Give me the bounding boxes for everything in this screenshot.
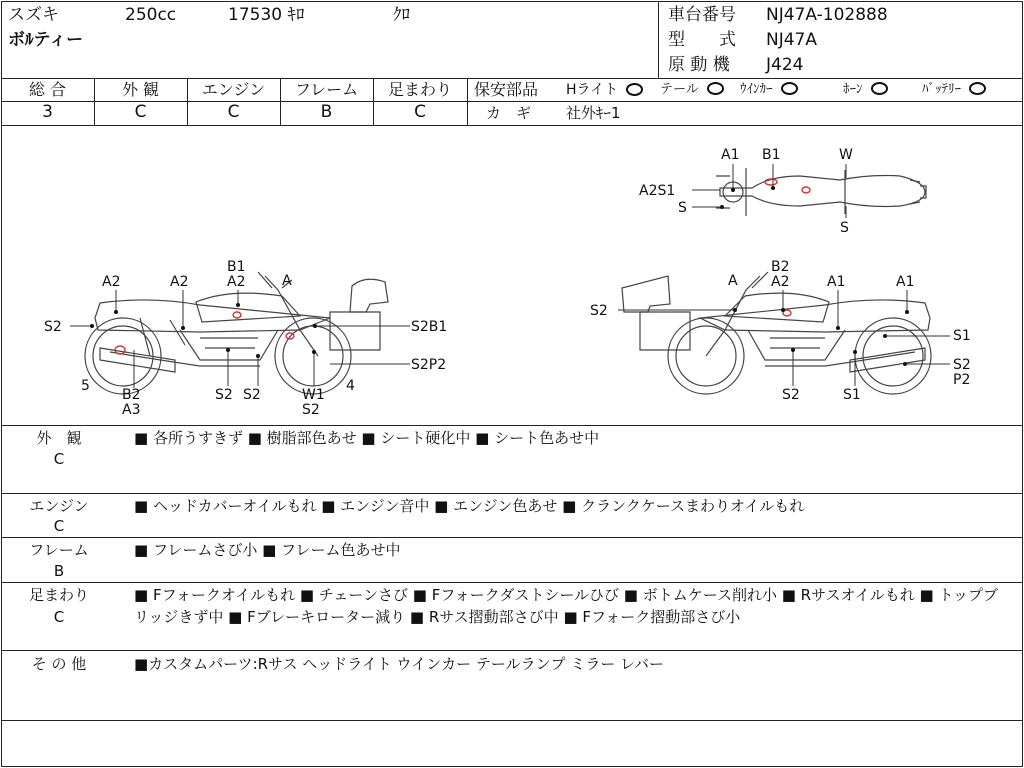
remark-label: エンジン xyxy=(29,497,89,515)
grade-frame-value: B xyxy=(320,102,333,122)
remark-grade: C xyxy=(53,517,65,535)
diagram-label: A2 xyxy=(170,274,189,290)
diagram-label: A2 xyxy=(102,274,121,290)
diagram-label: A3 xyxy=(122,402,141,418)
key-label: カ ギ xyxy=(486,104,532,122)
grade-overall-value: 3 xyxy=(42,102,53,122)
diagram-label: A xyxy=(282,273,292,289)
remark-label: そ の 他 xyxy=(31,655,87,673)
label-leader-lines xyxy=(70,164,950,388)
grade-exterior-value: C xyxy=(134,102,147,122)
safety-item-battery: ﾊﾞｯﾃﾘｰ xyxy=(922,80,986,100)
safety-item-horn: ﾎｰﾝ xyxy=(843,80,888,100)
engine-value: J424 xyxy=(766,55,804,75)
chassis-label: 車台番号 xyxy=(668,5,736,25)
grade-overall-label: 総 合 xyxy=(28,80,67,99)
diagram-label: B1 xyxy=(762,147,781,163)
remark-text: ■ 各所うすきず ■ 樹脂部色あせ ■ シート硬化中 ■ シート色あせ中 xyxy=(134,429,600,447)
remark-grade: B xyxy=(53,562,65,580)
diagram-label: S2P2 xyxy=(411,357,447,373)
chassis-value: NJ47A-102888 xyxy=(766,5,888,25)
diagram-label: S2 xyxy=(243,387,261,403)
type-value: NJ47A xyxy=(766,30,817,50)
grade-frame-label: フレーム xyxy=(294,80,359,99)
safety-item-headlight: Hライト xyxy=(566,80,643,100)
key-value: 社外ｷｰ1 xyxy=(566,104,621,122)
damage-marks xyxy=(115,179,810,354)
diagram-label: S1 xyxy=(953,328,971,344)
diagram-label: S2 xyxy=(590,303,608,319)
remark-text: ■ Fフォークオイルもれ ■ チェーンさび ■ Fフォークダストシールひび ■ ボトムケース削れ小 ■ Rサスオイルもれ ■ トップブリッジきず中 ■ Fブレーキローター減り ■ Rサス摺動部さび中 ■ Fフォーク摺動部さび小 xyxy=(134,586,999,626)
safety-title: 保安部品 xyxy=(474,80,539,99)
grade-suspension-label: 足まわり xyxy=(387,80,452,99)
diagram-label: S2 xyxy=(782,387,800,403)
remark-grade: C xyxy=(53,450,65,468)
diagram-label: A2 xyxy=(227,274,246,290)
diagram-label: P2 xyxy=(953,372,971,388)
diagram-label: W1 xyxy=(302,387,325,403)
grade-suspension-value: C xyxy=(414,102,426,122)
grade-engine-value: C xyxy=(227,102,240,122)
diagram-label: 4 xyxy=(346,378,355,394)
diagram-label: S xyxy=(678,200,687,216)
diagram-label: A2 xyxy=(771,274,790,290)
diagram-label: S xyxy=(840,220,849,236)
remark-label: フレーム xyxy=(29,541,89,559)
diagram-label: S2 xyxy=(302,402,320,418)
remark-text: ■ フレームさび小 ■ フレーム色あせ中 xyxy=(134,541,401,559)
displacement: 250cc xyxy=(125,5,177,25)
diagram-label: S2 xyxy=(44,319,62,335)
grade-engine-label: エンジン xyxy=(201,80,266,99)
grade-exterior-label: 外 観 xyxy=(121,80,160,99)
diagram-label: B2 xyxy=(771,259,790,275)
model-name: ボﾙティー xyxy=(8,30,84,50)
diagram-label: A2S1 xyxy=(639,183,676,199)
safety-item-winker: ｳｲﾝｶｰ xyxy=(740,80,798,100)
color: ｸﾛ xyxy=(393,5,410,25)
diagram-label: S2 xyxy=(215,387,233,403)
diagram-label: S1 xyxy=(843,387,861,403)
top-view-bike-drawing xyxy=(716,168,926,216)
diagram-label: S2 xyxy=(953,357,971,373)
maker: スズキ xyxy=(8,5,59,25)
diagram-label: A1 xyxy=(827,274,846,290)
diagram-label: A xyxy=(728,273,738,289)
remark-label: 足まわり xyxy=(28,586,89,604)
remark-grade: C xyxy=(53,608,65,626)
diagram-label: 5 xyxy=(81,378,90,394)
diagram-label: S2B1 xyxy=(411,319,448,335)
remark-text: ■カスタムパーツ:Rサス ヘッドライト ウインカー テールランプ ミラー レバー xyxy=(134,655,665,673)
remark-text: ■ ヘッドカバーオイルもれ ■ エンジン音中 ■ エンジン色あせ ■ クランクケースまわりオイルもれ xyxy=(134,497,805,515)
diagram-label: B2 xyxy=(122,387,141,403)
type-label: 型 式 xyxy=(668,30,736,50)
engine-label: 原 動 機 xyxy=(668,55,730,75)
remark-label: 外 観 xyxy=(36,429,82,447)
diagram-label: A1 xyxy=(721,147,740,163)
mileage: 17530 ｷﾛ xyxy=(228,5,305,25)
diagram-label: W xyxy=(839,147,853,163)
safety-item-tail: テール xyxy=(660,80,724,100)
diagram-label: B1 xyxy=(227,259,246,275)
diagram-label: A1 xyxy=(896,274,915,290)
